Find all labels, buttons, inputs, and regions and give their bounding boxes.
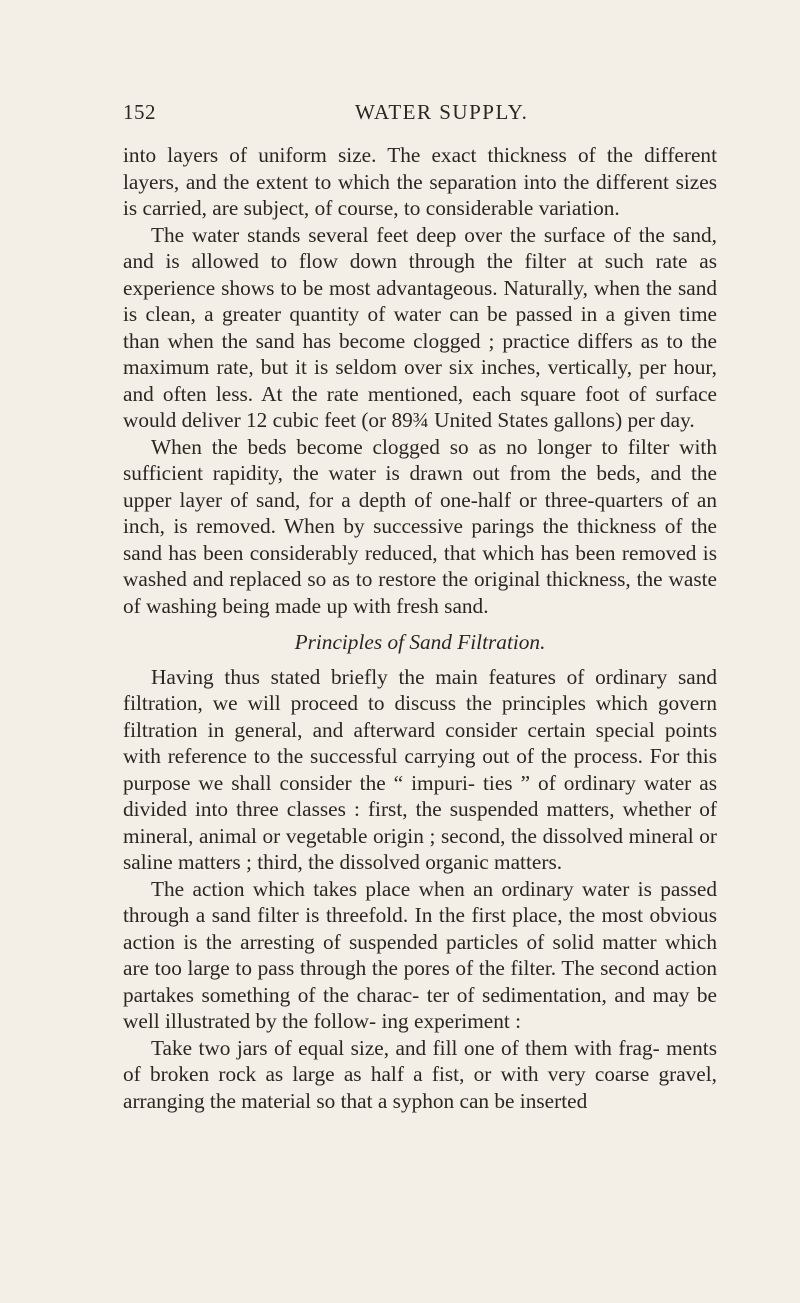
running-title: WATER SUPPLY. — [355, 100, 529, 124]
paragraph: When the beds become clogged so as no longer to filter with sufficient rapidity, the water is drawn out from the beds, and the upper layer of sand, for a depth of one-half or three-quarters of an inch, is removed. When by successive parings the thickness of the sand has been considerably reduced, that which has been removed is washed and replaced so as to restore the original thickness, the waste of washing being made up with fresh sand. — [123, 434, 717, 618]
paragraph: The water stands several feet deep over the surface of the sand, and is allowed to flow down through the filter at such rate as experience shows to be most advantageous. Naturally, when the sand is clean, a greater quantity of water can be passed in a given time than when the sand has become clogged ; practice differs as to the maximum rate, but it is seldom over six inches, vertically, per hour, and often less. At the rate mentioned, each square foot of surface would deliver 12 cubic feet (or 89¾ United States gallons) per day. — [123, 222, 717, 432]
page-header — [123, 100, 717, 130]
paragraph: The action which takes place when an ordinary water is passed through a sand filter is threefold. In the first place, the most obvious action is the arresting of suspended particles of solid matter which are too large to pass through the pores of the filter. The second action partakes something of the charac- ter of sedimentation, and may be well illustrated by the follow- ing experiment : — [123, 876, 717, 1033]
page-body — [123, 142, 717, 1114]
paragraph: Take two jars of equal size, and fill one of them with frag- ments of broken rock as large as half a fist, or with very coarse gravel, arranging the material so that a syphon can be inserted — [123, 1035, 717, 1113]
page-number: 152 — [123, 100, 156, 124]
paragraph: into layers of uniform size. The exact thickness of the different layers, and the extent to which the separation into the different sizes is carried, are subject, of course, to considerable variation. — [123, 143, 717, 220]
paragraph: Having thus stated briefly the main features of ordinary sand filtration, we will proceed to discuss the principles which govern filtration in general, and afterward consider certain special points with reference to the successful carrying out of the process. For this purpose we shall consider the “ impuri- ties ” of ordinary water as divided into three classes : first, the suspended matters, whether of mineral, animal or vegetable origin ; second, the dissolved mineral or saline matters ; third, the dissolved organic matters. — [123, 664, 717, 874]
section-heading: Principles of Sand Filtration. — [294, 630, 546, 654]
